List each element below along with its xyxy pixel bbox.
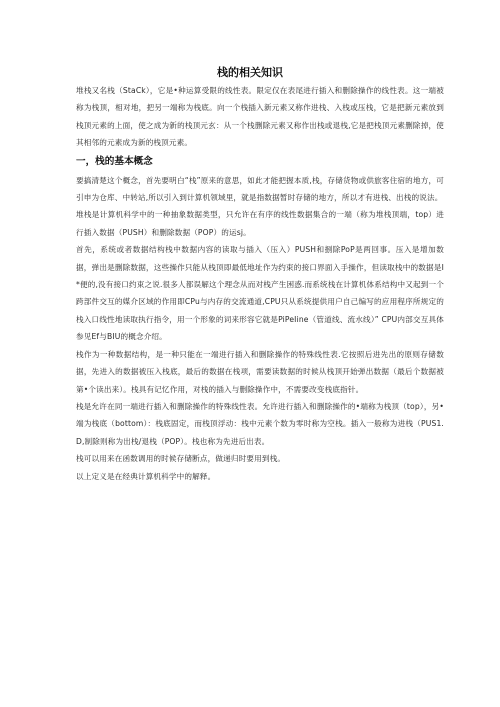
section-paragraph-4: 栈作为一种数据结构，是一种只能在一端进行插入和删除操作的特殊线性表.它按照后进先出的原则存储数据，先进入的数据被压入栈底，最后的数据在栈项，需要读数据的时候从栈顶开始弹出数据（最后个数据被第•个读出来）。栈具有记忆作用，对栈的插入与删除操作中，不需要改变栈底指针。 — [76, 349, 444, 394]
section-paragraph-2: 堆栈是计算机科学中的一种抽象数据类型，只允许在有序的线性数据集合的一端（称为堆栈顶端，top）进行插入数据（PUSH）和删除数据（POP）的运sj。 — [76, 210, 444, 237]
section-paragraph-6: 栈可以用来在函数调用的时候存储断点，做递归时要用到栈。 — [76, 454, 286, 464]
section-heading: 一，栈的基本概念 — [76, 155, 153, 167]
section-paragraph-5: 栈是允许在同一端进行插入和删除操作的特殊线性表。允许进行插入和删除操作的•端称为栈顶（top），另•端为栈底（bottom）：栈底固定，而栈顶浮动：栈中元素个数为零时称为空栈。插入一般称为进栈（PUS1.D,制除则称为出栈/退栈（POP）。栈也称为先进后出表。 — [76, 401, 444, 446]
document-body — [76, 82, 444, 485]
intro-paragraph: 堆栈又名栈（StaCk），它是•种运算受限的线性表。限定仅在表尾进行插入和删除操作的线性表。这一端被称为栈顶，相对地，把另一端称为栈底。向一个栈插入新元素又称作进栈、入栈或压栈，它是把新元素放到栈顶元素的上面，使之成为新的栈顶元玄：从一个栈删除元素又称作出栈或退栈,它是把栈顶元素删除掉，使其相邻的元素成为新的栈顶元素。 — [76, 86, 444, 148]
section-paragraph-3: 首先，系统或者数据结构栈中数据内容的读取与插入（压入）PUSH和捌除PoP是两回事。压入是增加数据，弹出是删除数据，这些操作只能从栈顶即最低地址作为约束的接口界面入手操作，但读取栈中的数据是I*便的,没有接口约束之说.很多人都误解这个理念从而对栈产生困惑.而系统栈在计算机体系结构中又起到一个跨部件交互的媒介区域的作用即CPu与内存的交流通道,CPU只从系统提供用户自己编写的应用程序所规定的栈入口线性地读取执行指令，用一个形象的词来形容它就是PiPeIine（管道线、流水线）” CPU内部交互具体参见Ef与BIU的概念介绍。 — [76, 245, 444, 342]
section-paragraph-7: 以上定义是在经典计算机科学中的解释。 — [76, 471, 216, 481]
section-paragraph-1: 要搞清楚这个概念，首先要明白“栈”原来的意思，如此才能把握本质,栈，存储货物或供旅客住宿的地方，可引申为仓库、中转站,所以引入到计算机领域里，就是指数据暂时存储的地方，所以才有进栈、出栈的说法。 — [76, 175, 444, 203]
page-title: 栈的相关知识 — [217, 66, 283, 79]
